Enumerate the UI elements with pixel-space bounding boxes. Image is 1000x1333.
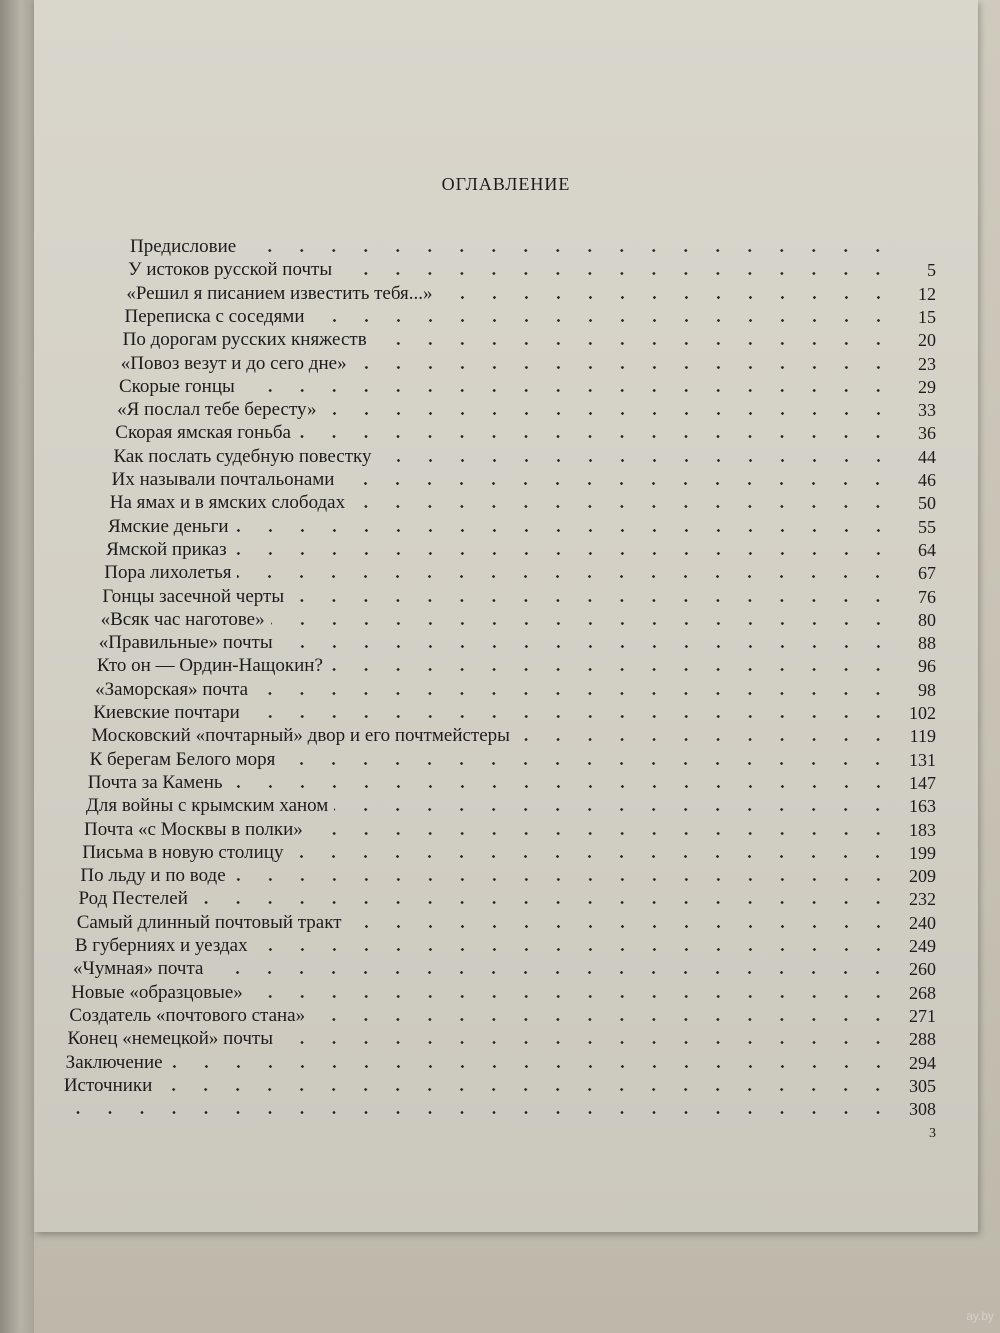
toc-row [88,772,936,794]
toc-leader-dots [353,353,894,375]
toc-leader-dots [279,632,894,654]
toc-entry-title: «Решил я писанием известить тебя...» [126,282,433,304]
toc-entry-title: Ямской приказ [106,538,227,560]
toc-entry-title: «Заморская» почта [95,678,249,700]
toc-entry-page: 131 [909,749,936,770]
toc-leader-dots [241,376,894,398]
toc-entry-title: Как послать судебную повестку [113,445,372,467]
toc-entry-page: 5 [927,260,936,281]
toc-row [115,422,936,444]
toc-row [66,1052,936,1074]
toc-entry-page: 102 [909,703,936,723]
toc-entry-page: 240 [909,912,936,933]
toc-entry-title: Московский «почтарный» двор и его почтмейстеры [91,725,510,747]
toc-entry-title: Создатель «почтового стана» [69,1004,306,1026]
toc-row [79,888,936,910]
toc-entry-title: Кто он — Ордин-Нащокин? [96,655,323,677]
toc-entry-title: Почта «с Москвы в полки» [84,818,303,840]
toc-leader-dots [297,422,894,444]
toc-entry-page: 260 [909,959,936,980]
toc-leader-dots [68,1098,894,1120]
toc-entry-page: 98 [918,679,936,700]
toc-row [69,1005,936,1027]
toc-leader-dots [348,912,894,934]
toc-entry-page: 64 [918,539,936,560]
toc-leader-dots [242,236,894,258]
toc-entry-page: 199 [909,842,936,863]
toc-row [123,329,936,351]
toc-row [112,469,936,491]
toc-entry-page: 12 [918,283,936,304]
toc-leader-dots [169,1052,894,1074]
toc-entry-page: 15 [918,306,936,327]
toc-entry-page: 46 [918,470,936,490]
toc-leader-dots [334,795,894,817]
toc-leader-dots [271,609,894,631]
toc-row [106,539,936,561]
toc-entry-title: Новые «образцовые» [71,981,243,1003]
toc-entry-title: Предисловие [130,236,237,257]
toc-row [128,259,936,281]
toc-entry-page: 29 [918,376,936,397]
toc-leader-dots [229,772,894,794]
toc-row [91,725,936,747]
toc-entry-title: Письма в новую столицу [82,841,284,863]
toc-entry-title: Самый длинный почтовый тракт [76,911,342,933]
toc-row [71,982,936,1004]
toc-leader-dots [311,1005,894,1027]
toc-entry-page: 76 [918,586,936,607]
toc-leader-dots [233,539,894,561]
toc-row [62,1098,936,1120]
toc-entry-title: Почта за Камень [87,771,223,793]
toc-entry-page: 288 [909,1029,936,1050]
toc-entry-title: Пора лихолетья [104,562,232,584]
toc-entry-page: 96 [918,656,936,677]
toc-row [64,1075,936,1097]
toc-leader-dots [323,399,895,421]
toc-leader-dots [439,283,894,305]
toc-row [104,562,936,584]
book-spine-edge [0,0,34,1333]
toc-entry-title: Источники [63,1074,153,1096]
toc-entry-page: 183 [909,819,936,840]
toc-row [75,935,936,957]
toc-leader-dots [158,1075,894,1097]
toc-entry-page: 232 [909,889,936,910]
toc-entry-page: 36 [918,423,936,444]
toc-entry-page: 308 [909,1099,936,1120]
toc-entry-title: Скорые гонцы [118,375,235,397]
toc-row [68,1028,937,1050]
toc-leader-dots [232,865,894,887]
toc-entry-title: Конец «немецкой» почты [67,1028,273,1050]
toc-leader-dots [378,446,894,468]
toc-leader-dots [289,842,894,864]
toc-entry-title: К берегам Белого моря [89,748,276,770]
toc-entry-title: Их называли почтальонами [111,469,335,490]
toc-entry-title: «Повоз везут и до сего дне» [120,352,347,374]
toc-entry-page: 50 [918,493,936,514]
toc-leader-dots [329,655,894,677]
toc-leader-dots [309,819,894,841]
toc-entry-page: 20 [918,330,936,351]
toc-entry-page: 80 [918,609,936,630]
toc-leader-dots [246,702,894,724]
toc-row [90,749,936,771]
toc-leader-dots [209,958,894,980]
table-of-contents [34,236,978,1136]
toc-entry-title: Киевские почтари [93,702,240,723]
toc-leader-dots [338,259,894,281]
toc-entry-title: Заключение [65,1051,163,1073]
toc-leader-dots [194,888,894,910]
toc-leader-dots [254,679,894,701]
toc-row [124,306,936,328]
book-page [34,0,978,1232]
toc-row [95,679,936,701]
toc-entry-page: 23 [918,353,936,374]
toc-entry-title: Ямские деньги [107,515,229,537]
toc-entry-page: 305 [909,1075,936,1096]
toc-leader-dots [235,516,894,538]
toc-leader-dots [254,935,894,957]
toc-row [86,795,936,817]
toc-row [110,492,936,514]
toc-leader-dots [237,562,894,584]
toc-row [84,819,936,841]
toc-row [80,865,936,887]
toc-row [97,655,936,677]
toc-leader-dots [340,469,894,491]
toc-leader-dots [281,749,894,771]
toc-entry-title: Скорая ямская гоньба [115,422,291,444]
toc-entry-title: По льду и по воде [80,865,226,887]
toc-entry-title: Род Пестелей [78,888,188,910]
toc-entry-title: На ямах и в ямских слободах [109,492,346,514]
toc-row [126,283,936,305]
toc-leader-dots [290,586,894,608]
toc-leader-dots [279,1028,894,1050]
toc-entry-title: По дорогам русских княжеств [122,329,367,351]
toc-leader-dots [373,329,894,351]
toc-entry-page: 268 [909,982,936,1003]
watermark: ay.by [966,1309,994,1323]
toc-entry-title: У истоков русской почты [128,259,333,281]
toc-entry-page: 163 [909,796,936,817]
toc-entry-title: Гонцы засечной черты [102,585,285,607]
toc-entry-page: 44 [918,446,936,467]
toc-leader-dots [516,725,894,747]
page-number: 3 [929,1126,936,1141]
toc-entry-page: 249 [909,936,936,956]
toc-entry-title: «Всяк час наготове» [100,608,265,630]
toc-row [108,516,936,538]
toc-entry-title: Для войны с крымским ханом [85,795,329,817]
toc-entry-title: «Я послал тебе бересту» [117,399,317,421]
toc-row [73,958,936,980]
toc-row [113,446,936,468]
toc-entry-page: 119 [909,726,936,747]
toc-entry-page: 147 [909,772,936,793]
toc-leader-dots [249,982,894,1004]
toc-entry-page: 55 [918,516,936,537]
toc-row [119,376,936,398]
toc-row [121,353,936,375]
toc-entry-title: «Правильные» почты [98,632,273,654]
toc-entry-page: 88 [918,633,936,654]
toc-row [130,236,936,258]
toc-entry-title: Переписка с соседями [124,305,305,327]
toc-row [93,702,936,724]
toc-entry-page: 67 [918,563,936,584]
toc-entry-page: 271 [909,1005,936,1026]
toc-row [102,586,936,608]
toc-entry-title: В губерниях и уездах [74,935,248,956]
toc-row [77,912,936,934]
page-title: ОГЛАВЛЕНИЕ [441,174,571,194]
toc-entry-page: 209 [909,866,936,887]
toc-entry-page: 294 [909,1052,936,1073]
toc-row [99,632,936,654]
toc-leader-dots [311,306,894,328]
toc-row [117,399,936,421]
toc-row [101,609,936,631]
toc-entry-title: «Чумная» почта [73,958,204,980]
toc-entry-page: 33 [918,400,936,421]
toc-row [82,842,936,864]
toc-leader-dots [351,492,894,514]
